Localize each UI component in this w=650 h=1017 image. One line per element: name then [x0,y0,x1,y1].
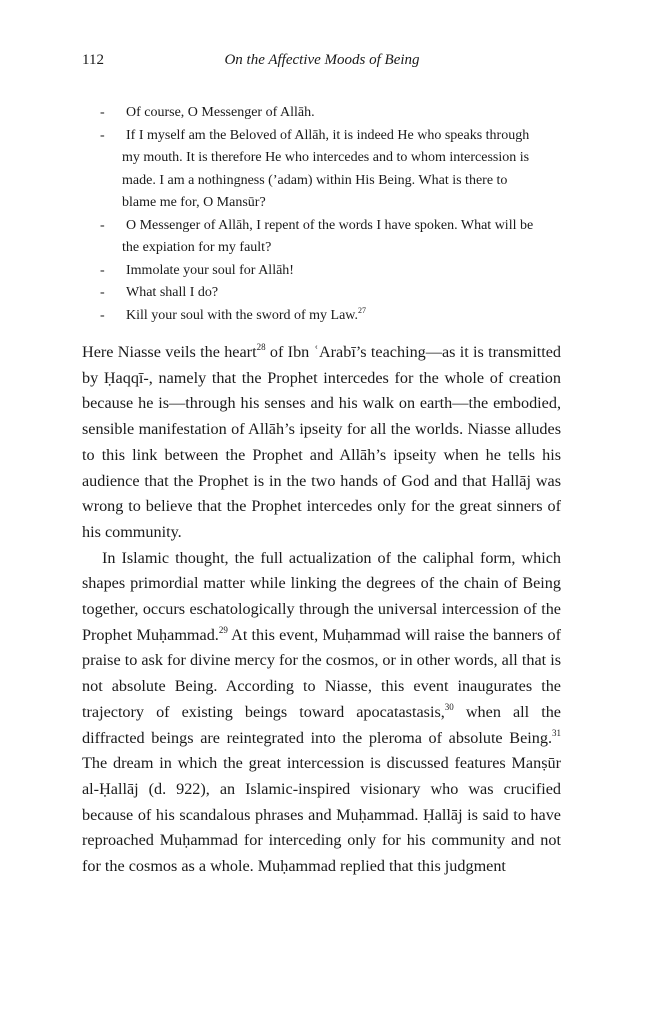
dialogue-item [100,102,540,125]
body-text [82,340,561,880]
dash-marker: - [100,262,105,278]
page-number: 112 [82,52,104,68]
dialogue-text: Of course, O Messenger of Allāh. [126,105,315,120]
dialogue-text: Immolate your soul for Allāh! [126,262,294,278]
running-head [82,52,562,72]
dialogue-text: O Messenger of Allāh, I repent of the words I have spoken. What will be the expiation for my fault? [122,217,534,255]
dialogue-item [100,215,540,260]
dash-marker: - [100,285,105,300]
dialogue-text: What shall I do? [126,285,219,300]
footnote-ref[interactable]: 27 [358,305,367,315]
paragraph [82,340,561,546]
paragraph-text: Here Niasse veils the heart [82,343,257,361]
dialogue-item [100,305,540,328]
dash-marker: - [100,307,105,323]
dash-marker: - [100,127,105,143]
dialogue-item [100,260,540,283]
dialogue-list [100,102,540,327]
dialogue-item [100,125,540,215]
paragraph-text: At this event, Muḥammad will raise the banners of praise to ask for divine mercy for the cosmos, or in other words, all that is not absolute Being. According to Niasse, this event inaugurates the trajectory of existing beings toward apocatastasis, [82,625,561,721]
paragraph [82,546,561,880]
dash-marker: - [100,217,105,233]
dialogue-text: If I myself am the Beloved of Allāh, it is indeed He who speaks through my mouth. It is therefore He who intercedes and to whom intercession is made. I am a nothingness (’adam) within His Being. What is there to blame me for, O Mansūr? [122,127,530,210]
dialogue-item [100,282,540,305]
dialogue-text-with-note [122,305,540,328]
paragraph-text: In Islamic thought, the full actualization of the caliphal form, which shapes primordial matter while linking the degrees of the chain of Being together, occurs eschatologically through the universal intercession of the Prophet Muḥammad. [82,548,561,644]
paragraph-text: of Ibn ʿArabī’s teaching—as it is transmitted by Ḥaqqī-, namely that the Prophet intercedes for the whole of creation because he is—through his senses and his walk on earth—the embodied, sensible manifestation of Allāh’s ipseity for all the worlds. Niasse alludes to this link between the Prophet and Allāh’s ipseity when he tells his audience that the Prophet is in the two hands of God and that Hallāj was wrong to believe that the Prophet intercedes only for the great sinners of his community. [82,343,561,541]
footnote-ref[interactable]: 29 [218,624,228,635]
running-title: On the Affective Moods of Being [224,52,420,68]
footnote-ref[interactable]: 30 [444,701,454,712]
dialogue-text: Kill your soul with the sword of my Law. [126,307,359,323]
paragraph-text: when all the diffracted beings are reintegrated into the pleroma of absolute Being. [82,702,561,747]
footnote-ref[interactable]: 31 [552,727,561,738]
paragraph-text: The dream in which the great intercession is discussed features Manṣūr al-Ḥallāj (d. 922), an Islamic-inspired visionary who was crucified because of his scandalous phrases and Muḥammad. Ḥallāj is said to have reproached Muḥammad for interceding only for his community and not for the cosmos as a whole. Muḥammad replied that this judgment [82,754,561,876]
dash-marker: - [100,105,105,120]
footnote-ref[interactable]: 28 [256,342,266,352]
